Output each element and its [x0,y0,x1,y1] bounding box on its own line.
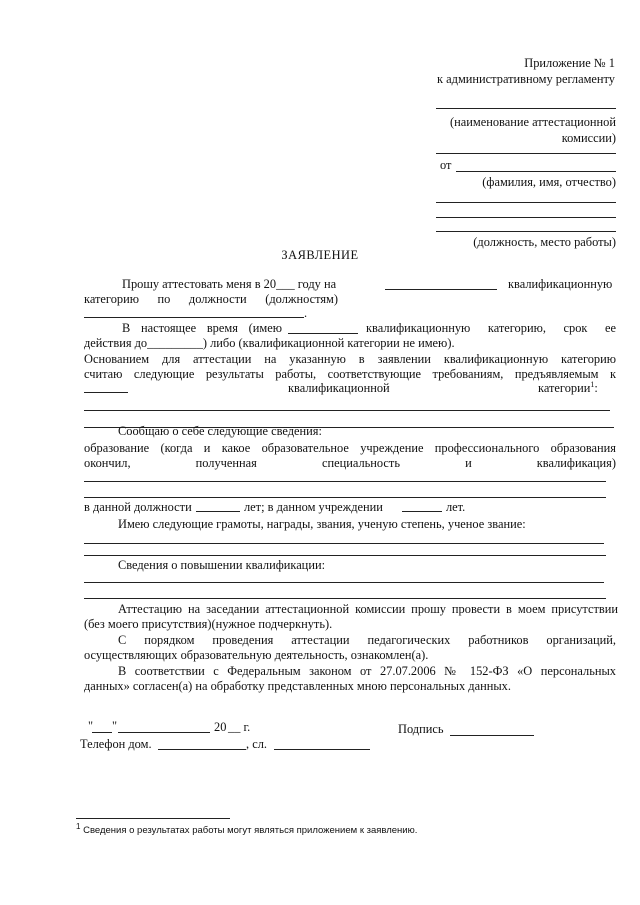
current-category-text-cont: квалификационную категорию, срок ее [366,321,616,335]
years-label: лет. [446,500,466,514]
training-line-2[interactable] [84,598,606,599]
work-phone-label: , сл. [246,737,267,751]
request-text: Прошу аттестовать меня в 20___ году на [122,277,337,291]
day-blank[interactable] [92,732,112,733]
training-text: Сведения о повышении квалификации: [118,558,326,572]
grounds-text-cont: считаю следующие результаты работы, соответствующие требованиям, предъявляемым к [84,367,616,381]
education-line-2[interactable] [84,497,606,498]
appendix-number: Приложение № 1 [524,56,615,70]
qualification-word: квалификационную [508,277,613,291]
awards-line-2[interactable] [84,555,606,556]
position-line-2 [436,217,616,218]
position-caption: (должность, место работы) [473,235,616,249]
commission-name-line [436,108,616,109]
home-phone-blank[interactable] [158,749,246,750]
footnote-mark: 1 [76,821,81,831]
footnote-text: Сведения о результатах работы могут являться приложением к заявлению. [83,825,418,836]
procedure-text: С порядком проведения аттестации педагогических работников организаций, [118,633,616,647]
education-text-cont: окончил, полученная специальность и квалификация) [84,456,616,470]
procedure-text-cont: осуществляющих образовательную деятельность, ознакомлен(а). [84,648,429,662]
category-blank[interactable] [385,289,497,290]
position-line-1 [436,202,616,203]
year-prefix: 20 [214,720,227,734]
date-quote-open: " [88,719,94,733]
personal-data-text-cont: данных» согласен(а) на обработку представленных мною персональных данных. [84,679,511,693]
education-text: образование (когда и какое образовательное учреждение профессионального образования [84,441,616,455]
application-form: Приложение № 1 к административному регламенту (наименование аттестационной комиссии) от (фамилия, имя, отчество) (должность, место работы) ЗАЯВЛЕНИЕ Прошу аттестовать меня в 20___ году на квалификационную категорию по должности (должностям) . В настоящее время (имею квалификационную категорию, срок ее действия до_________) либо (квалификационной категории не имею). Основанием для аттестации на указанную в заявлении квалификационную категорию считаю следующие результаты работы, соответствующие требованиям, предъявляемым к квалификационной категории$^1$: Сообщаю о себе следующие сведения: образование (когда и какое образовательное учреждение профессионального образования окончил, полученная специальность и квалификация) в данной должности лет; в данном учреждении лет. Имею следующие грамоты, награды, звания, ученую степень, ученое звание: Сведения о повышении квалификации: Аттестацию на заседании аттестационной комиссии прошу провести в моем присутствии (без моего присутствия)(нужное подчеркнуть). С порядком проведения аттестации педагогических работников организаций, осуществляющих образовательную деятельность, ознакомлен(а). В соответствии с Федеральным законом от 27.07.2006 № 152-ФЗ «О персональных данных» согласен(а) на обработку представленных мною персональных данных. " " 20 __ г. Подпись Телефон дом. , сл. $^1$ Сведения о результатах работы могут являться приложением к заявлению. [0,0,640,905]
awards-line-1[interactable] [84,543,604,544]
commission-name-line-2 [436,153,616,154]
experience-position-label: в данной должности [84,500,192,514]
grounds-text: Основанием для аттестации на указанную в заявлении квалификационную категорию [84,352,616,366]
results-line-1[interactable] [84,410,610,411]
experience-position-blank[interactable] [196,511,240,512]
current-category-blank[interactable] [288,333,358,334]
current-category-text: В настоящее время (имею [122,321,282,335]
attendance-text: Аттестацию на заседании аттестационной комиссии прошу провести в моем присутствии [118,602,618,616]
self-info-intro: Сообщаю о себе следующие сведения: [118,424,322,438]
home-phone-label: Телефон дом. [80,737,152,751]
category-position-text: категорию по должности (должностям) [84,292,338,306]
from-name-line [456,171,616,172]
signature-blank[interactable] [450,735,534,736]
experience-institution-blank[interactable] [402,511,442,512]
experience-institution-label: лет; в данном учреждении [244,500,383,514]
training-line-1[interactable] [84,582,604,583]
commission-caption: (наименование аттестационной [449,115,616,129]
name-caption: (фамилия, имя, отчество) [482,175,616,189]
category-label: категории$^1$: [538,379,598,395]
month-blank[interactable] [118,732,210,733]
awards-text: Имею следующие грамоты, награды, звания, ученую степень, ученое звание: [118,517,526,531]
commission-caption-cont: комиссии) [561,131,616,145]
education-line-1[interactable] [84,481,606,482]
year-suffix: __ г. [228,720,251,734]
footnote-ref: 1 [590,379,595,389]
validity-text: действия до_________) либо (квалификационной категории не имею). [84,336,455,350]
work-phone-blank[interactable] [274,749,370,750]
regulation-reference: к административному регламенту [437,72,615,86]
requirements-blank[interactable] [84,392,128,393]
attendance-text-cont: (без моего присутствия)(нужное подчеркнуть). [84,617,333,631]
position-line-3 [436,231,616,232]
footnote-separator [76,818,230,819]
position-blank[interactable] [84,317,304,318]
qualification-label: квалификационной [288,381,390,395]
signature-label: Подпись [398,722,444,736]
date-quote-close: " [112,719,118,733]
document-title: ЗАЯВЛЕНИЕ [281,248,359,262]
from-label: от [440,158,452,172]
footnote [76,821,418,838]
personal-data-text: В соответствии с Федеральным законом от 27.07.2006 № 152-ФЗ «О персональных [118,664,616,678]
